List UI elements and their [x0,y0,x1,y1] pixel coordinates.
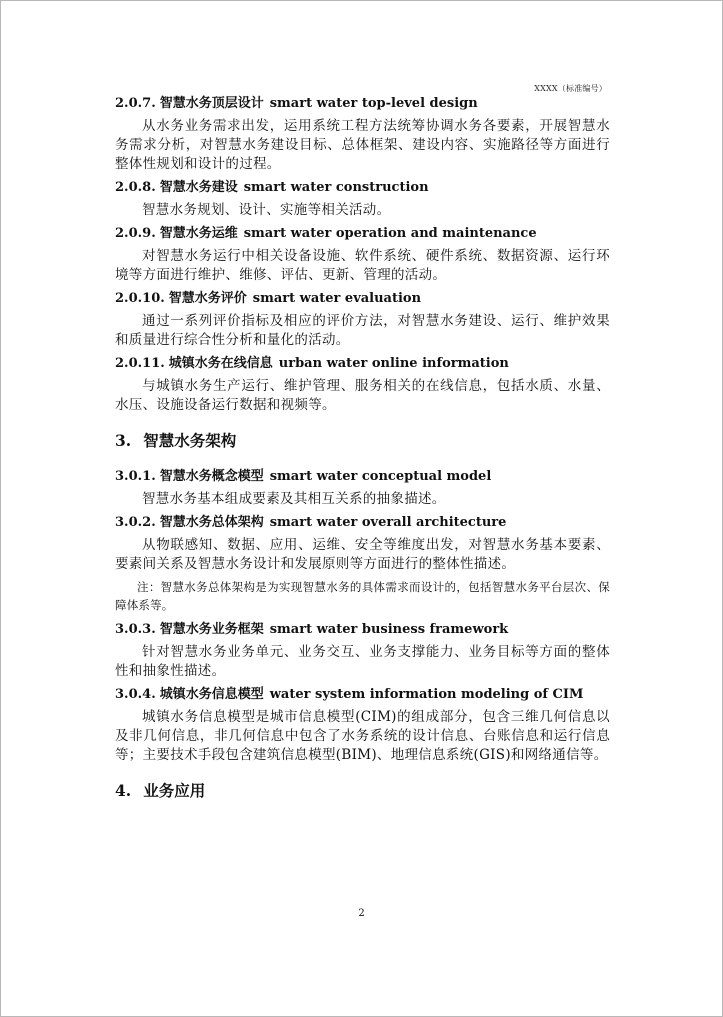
term-heading [115,467,610,487]
term-number: 2.0.7. [115,96,156,111]
term-chinese: 智慧水务顶层设计 [159,96,264,111]
term-english: smart water conceptual model [269,469,492,484]
term-heading [115,224,610,244]
term-heading [115,94,610,114]
chapter-title: 智慧水务架构 [143,431,237,450]
term-definition: 从水务业务需求出发，运用系统工程方法统筹协调水务各要素，开展智慧水务需求分析，对智慧水务建设目标、总体框架、建设内容、实施路径等方面进行整体性规划和设计的过程。 [115,118,610,172]
term-english: smart water operation and maintenance [243,226,537,241]
term-number: 2.0.9. [115,226,156,241]
term-chinese: 城镇水务在线信息 [168,356,273,371]
term-heading [115,178,610,198]
term-number: 3.0.3. [115,622,156,637]
term-number: 3.0.4. [115,687,156,702]
term-heading [115,513,610,533]
term-number: 3.0.1. [115,469,156,484]
term-chinese: 智慧水务概念模型 [159,469,264,484]
term-chinese: 智慧水务总体架构 [159,515,264,530]
term-chinese: 智慧水务建设 [159,180,238,195]
document-body [115,94,610,817]
term-definition: 通过一系列评价指标及相应的评价方法，对智慧水务建设、运行、维护效果和质量进行综合性分析和量化的活动。 [115,313,610,348]
term-english: smart water overall architecture [269,515,507,530]
term-definition: 智慧水务规划、设计、实施等相关活动。 [142,202,391,218]
page-number: 2 [358,908,365,919]
term-heading [115,685,610,705]
term-english: smart water business framework [269,622,509,637]
term-number: 2.0.8. [115,180,156,195]
term-number: 3.0.2. [115,515,156,530]
term-english: water system information modeling of CIM [269,687,584,702]
term-definition: 从物联感知、数据、应用、运维、安全等维度出发，对智慧水务基本要素、要素间关系及智慧水务设计和发展原则等方面进行的整体性描述。 [115,537,610,572]
term-heading [115,289,610,309]
chapter-title: 业务应用 [143,781,206,800]
term-chinese: 智慧水务运维 [159,226,238,241]
term-heading [115,620,610,640]
term-note: 注：智慧水务总体架构是为实现智慧水务的具体需求而设计的，包括智慧水务平台层次、保障体系等。 [115,580,610,612]
term-chinese: 智慧水务业务框架 [159,622,264,637]
term-chinese: 城镇水务信息模型 [159,687,264,702]
term-number: 2.0.11. [115,356,165,371]
chapter-number: 3. [115,431,132,450]
chapter-heading [115,429,610,453]
term-definition: 智慧水务基本组成要素及其相互关系的抽象描述。 [142,491,446,507]
term-number: 2.0.10. [115,291,165,306]
term-english: smart water construction [243,180,429,195]
term-definition: 对智慧水务运行中相关设备设施、软件系统、硬件系统、数据资源、运行环境等方面进行维护、维修、评估、更新、管理的活动。 [115,248,610,283]
chapter-heading [115,779,610,803]
term-chinese: 智慧水务评价 [168,291,247,306]
term-definition: 与城镇水务生产运行、维护管理、服务相关的在线信息，包括水质、水量、水压、设施设备运行数据和视频等。 [115,378,610,413]
term-heading [115,354,610,374]
standard-number: XXXX（标准编号） [534,84,607,93]
term-english: urban water online information [278,356,509,371]
term-definition: 针对智慧水务业务单元、业务交互、业务支撑能力、业务目标等方面的整体性和抽象性描述。 [115,644,610,679]
chapter-number: 4. [115,781,132,800]
term-english: smart water evaluation [252,291,422,306]
term-definition: 城镇水务信息模型是城市信息模型(CIM)的组成部分，包含三维几何信息以及非几何信息，非几何信息中包含了水务系统的设计信息、台账信息和运行信息等；主要技术手段包含建筑信息模型(BIM)、地理信息系统(GIS)和网络通信等。 [115,709,610,763]
term-english: smart water top-level design [269,96,478,111]
